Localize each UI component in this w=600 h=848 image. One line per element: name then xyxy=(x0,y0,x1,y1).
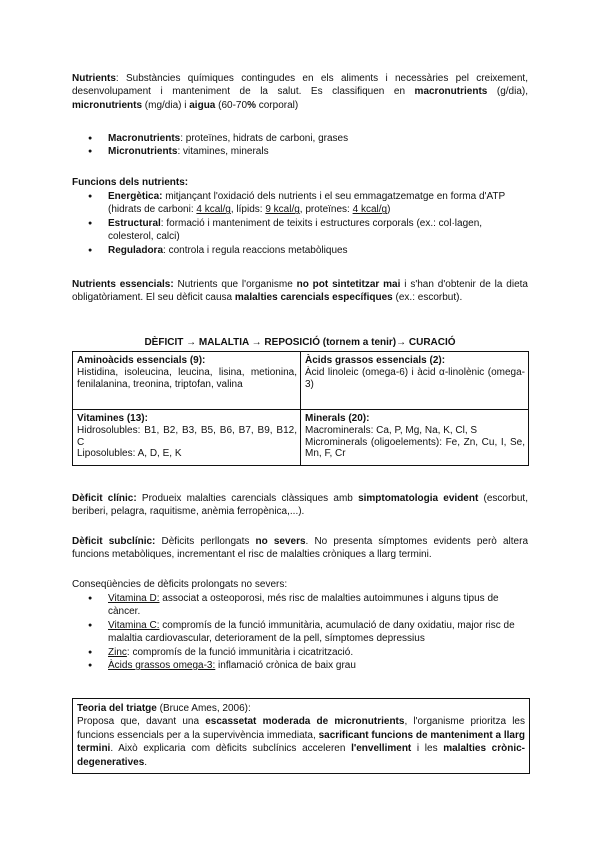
deficit-flow: DÈFICIT → MALALTIA → REPOSICIÓ (tornem a tenir)→ CURACIÓ xyxy=(144,337,456,348)
list-item: ● Àcids grassos omega-3: inflamació crònica de baix grau xyxy=(72,659,528,672)
clinical-deficit-paragraph: Dèficit clínic: Produeix malalties carencials clàssiques amb simptomatologia evident (escorbut, beriberi, pelagra, raquitisme, anèmia ferropènica,...). xyxy=(72,493,528,518)
intro-paragraph: Nutrients: Substàncies químiques contingudes en els aliments i necessàries pel creixement, desenvolupament i manteniment de la salut. Es classifiquen en macronutrients (g/dia), micronutrients (mg/dia) i aigua (60-70% corporal) xyxy=(72,73,528,111)
list-item: ● Reguladora: controla i regula reaccions metabòliques xyxy=(72,244,528,257)
list-item: ● Zinc: compromís de la funció immunitària i cicatrització. xyxy=(72,646,528,659)
list-item: ● Estructural: formació i manteniment de teixits i estructures corporals (ex.: col·lagen, colesterol, calci) xyxy=(72,217,528,244)
triage-theory-box: Teoria del triatge (Bruce Ames, 2006): Proposa que, davant una escassetat moderada de micronutrients, l'organisme prioritza les funcions essencials per a la supervivència immediata, sacrificant funcions de manteniment a llarg termini. Això explicaria com dèficits subclínics acceleren l'envelliment i les malalties crònic-degeneratives. xyxy=(72,698,530,774)
list-item: ● Vitamina D: associat a osteoporosi, més risc de malalties autoimmunes i alguns tipus de càncer. xyxy=(72,592,528,619)
list-item: ● Micronutrients: vitamines, minerals xyxy=(72,145,528,158)
subclinical-deficit-paragraph: Dèficit subclínic: Dèficits perllongats no severs. No presenta símptomes evidents però altera funcions metabòliques, incrementant el risc de malalties cròniques a llarg termini. xyxy=(72,536,529,561)
functions-list xyxy=(72,190,528,257)
essential-paragraph: Nutrients essencials: Nutrients que l'organisme no pot sintetitzar mai i s'han d'obtenir de la dieta obligatòriament. El seu dèficit causa malalties carencials específiques (ex.: escorbut). xyxy=(72,279,528,304)
essential-nutrients-table xyxy=(72,351,529,466)
list-item: ● Energètica: mitjançant l'oxidació dels nutrients i el seu emmagatzematge en forma d'ATP (hidrats de carboni: 4 kcal/g, lípids: 9 kcal/g, proteïnes: 4 kcal/g) xyxy=(72,190,528,217)
list-item: ● Vitamina C: compromís de la funció immunitària, acumulació de dany oxidatiu, major risc de malaltia cardiovascular, deteriorament de la pell, símptomes depressius xyxy=(72,619,528,646)
vitamins-cell: Vitamines (13): Hidrosolubles: B1, B2, B3, B5, B6, B7, B9, B12, C Liposolubles: A, D, E, K xyxy=(73,410,301,466)
amino-acids-cell: Aminoàcids essencials (9): Histidina, isoleucina, leucina, lisina, metionina, fenilalanina, treonina, triptofan, valina xyxy=(73,352,301,410)
functions-heading: Funcions dels nutrients: xyxy=(72,177,189,188)
consequences-heading: Conseqüències de dèficits prolongats no severs: xyxy=(72,579,288,590)
nutrients-term: Nutrients xyxy=(72,73,116,84)
consequences-list xyxy=(72,592,528,672)
nutrient-types-list xyxy=(72,132,528,159)
fatty-acids-cell: Àcids grassos essencials (2): Àcid linoleic (omega-6) i àcid α-linolènic (omega-3) xyxy=(301,352,529,410)
list-item: ● Macronutrients: proteïnes, hidrats de carboni, grases xyxy=(72,132,528,145)
minerals-cell: Minerals (20): Macrominerals: Ca, P, Mg, Na, K, Cl, S Microminerals (oligoelements): Fe, Zn, Cu, I, Se, Mn, F, Cr xyxy=(301,410,529,466)
